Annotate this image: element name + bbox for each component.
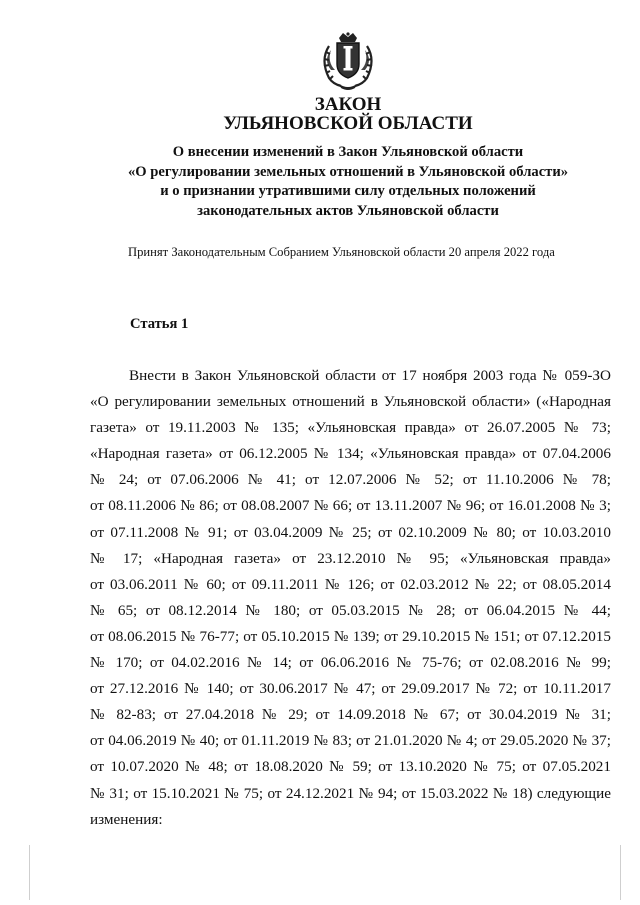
scan-artifact — [620, 845, 621, 900]
body-line: № 17; «Народная газета» от 23.12.2010 № 95; «Ульяновская правда» — [90, 549, 611, 567]
article-body — [90, 363, 611, 833]
body-line: от 03.06.2011 № 60; от 09.11.2011 № 126; от 02.03.2012 № 22; от 08.05.2014 — [90, 575, 611, 593]
coat-of-arms-icon — [317, 30, 379, 92]
body-line: «О регулировании земельных отношений в Ульяновской области» («Народная — [90, 393, 611, 411]
body-line: газета» от 19.11.2003 № 135; «Ульяновская правда» от 26.07.2005 № 73; — [90, 419, 611, 437]
region-title: УЛЬЯНОВСКОЙ ОБЛАСТИ — [223, 113, 473, 134]
body-line: от 08.11.2006 № 86; от 08.08.2007 № 66; от 13.11.2007 № 96; от 16.01.2008 № 3; — [90, 497, 611, 515]
body-line: № 82-83; от 27.04.2018 № 29; от 14.09.2018 № 67; от 30.04.2019 № 31; — [90, 706, 611, 724]
body-line: № 31; от 15.10.2021 № 75; от 24.12.2021 № 94; от 15.03.2022 № 18) следующие — [90, 784, 611, 802]
body-line: от 04.06.2019 № 40; от 01.11.2019 № 83; от 21.01.2020 № 4; от 29.05.2020 № 37; — [90, 732, 611, 750]
body-line: от 08.06.2015 № 76-77; от 05.10.2015 № 139; от 29.10.2015 № 151; от 07.12.2015 — [90, 627, 611, 645]
law-title: ЗАКОН — [314, 94, 382, 115]
body-line: от 10.07.2020 № 48; от 18.08.2020 № 59; от 13.10.2020 № 75; от 07.05.2021 — [90, 758, 611, 776]
body-line: Внести в Закон Ульяновской области от 17 ноября 2003 года № 059-ЗО — [129, 367, 611, 384]
body-line: от 27.12.2016 № 140; от 30.06.2017 № 47; от 29.09.2017 № 72; от 10.11.2017 — [90, 680, 611, 698]
body-line: № 24; от 07.06.2006 № 41; от 12.07.2006 № 52; от 11.10.2006 № 78; — [90, 471, 611, 489]
law-subtitle — [100, 143, 596, 221]
body-line: от 07.11.2008 № 91; от 03.04.2009 № 25; от 02.10.2009 № 80; от 10.03.2010 — [90, 523, 611, 541]
subtitle-line: и о признании утратившими силу отдельных положений — [160, 183, 536, 199]
subtitle-line: «О регулировании земельных отношений в Ульяновской области» — [127, 163, 569, 180]
body-line: № 65; от 08.12.2014 № 180; от 05.03.2015 № 28; от 06.04.2015 № 44; — [90, 601, 611, 619]
scan-artifact — [29, 845, 30, 900]
subtitle-line: законодательных актов Ульяновской области — [197, 202, 499, 219]
article-heading: Статья 1 — [130, 316, 189, 332]
body-line: № 170; от 04.02.2016 № 14; от 06.06.2016 № 75-76; от 02.08.2016 № 99; — [90, 654, 611, 672]
adoption-note: Принят Законодательным Собранием Ульяновской области 20 апреля 2022 года — [128, 245, 555, 259]
body-line: «Народная газета» от 06.12.2005 № 134; «Ульяновская правда» от 07.04.2006 — [90, 445, 611, 463]
subtitle-line: О внесении изменений в Закон Ульяновской области — [172, 144, 524, 160]
body-line: изменения: — [90, 810, 163, 828]
